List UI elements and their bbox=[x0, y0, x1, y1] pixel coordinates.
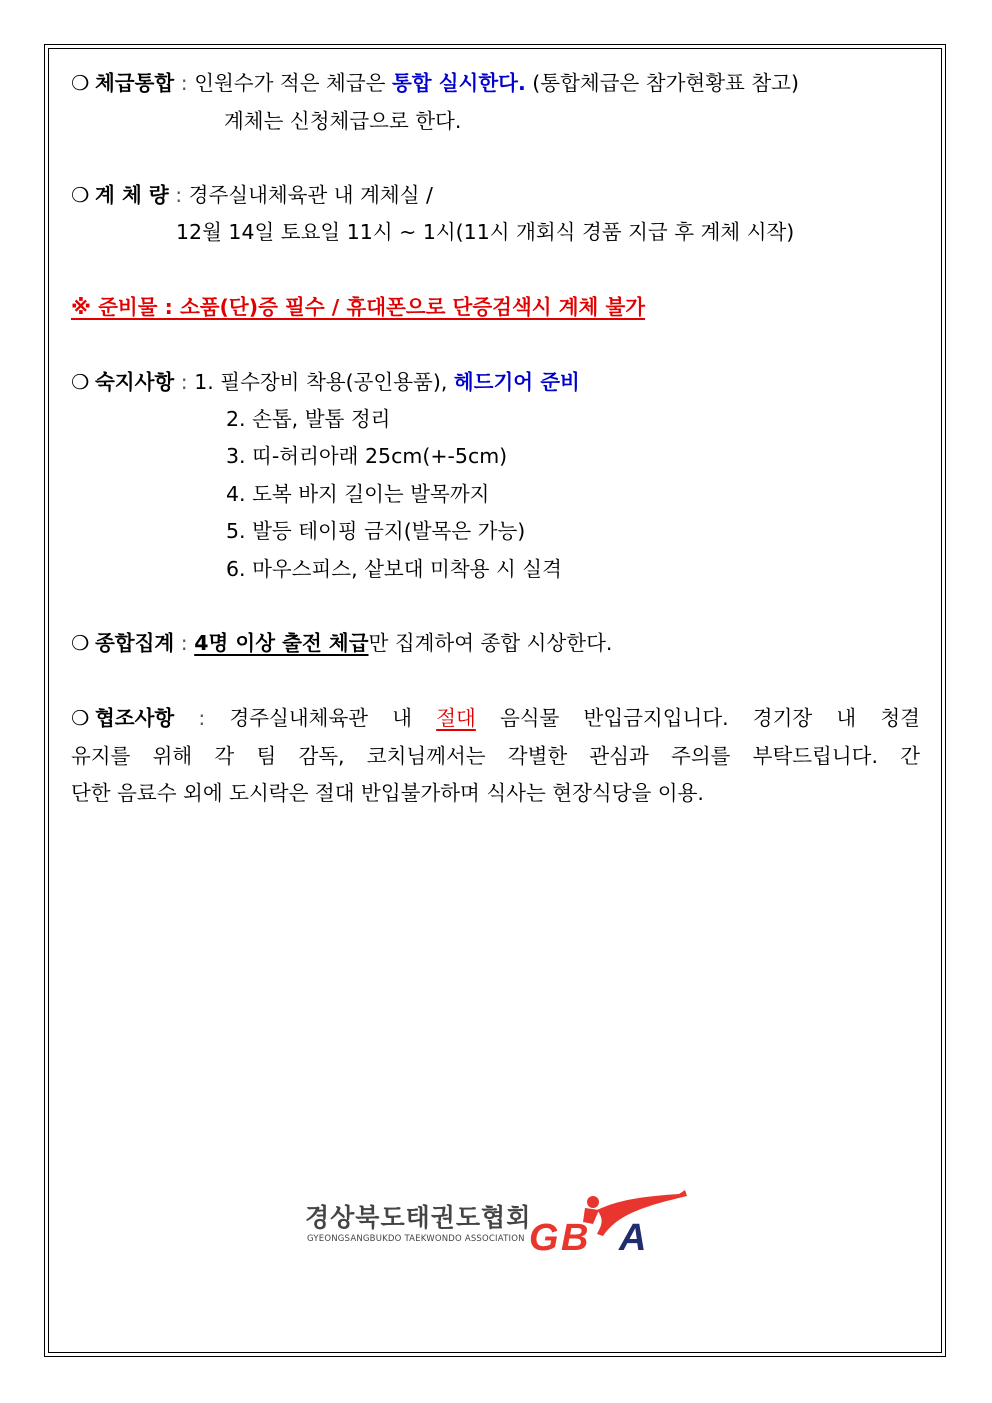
coop-highlight: 절대 bbox=[436, 706, 476, 730]
coop-text-2: 음식물 반입금지입니다. 경기장 내 청결 bbox=[499, 706, 920, 730]
separator: : bbox=[180, 71, 188, 95]
bullet-icon: ❍ bbox=[71, 183, 90, 207]
svg-text:G: G bbox=[529, 1217, 559, 1259]
weighin-line-2: 12월 14일 토요일 11시 ~ 1시(11시 개회식 경품 지급 후 계체 시작) bbox=[176, 220, 795, 244]
unify-line-1 bbox=[71, 69, 799, 97]
bullet-icon: ❍ bbox=[71, 71, 90, 95]
rules-item: 3. 띠-허리아래 25cm(+-5cm) bbox=[226, 444, 508, 468]
association-logo bbox=[305, 1190, 695, 1260]
bullet-icon: ❍ bbox=[71, 370, 90, 394]
rules-item: 4. 도복 바지 길이는 발목까지 bbox=[226, 482, 490, 506]
bullet-icon: ❍ bbox=[71, 631, 90, 655]
separator: : bbox=[198, 706, 206, 730]
rules-item: 2. 손톱, 발톱 정리 bbox=[226, 407, 391, 431]
separator: : bbox=[175, 183, 183, 207]
svg-text:A: A bbox=[619, 1217, 647, 1259]
svg-text:B: B bbox=[561, 1217, 589, 1259]
unify-label: 체급통합 bbox=[95, 71, 175, 95]
unify-note: (통합체급은 참가현황표 참고) bbox=[532, 71, 799, 95]
separator: : bbox=[180, 370, 188, 394]
rules-item: 5. 발등 테이핑 금지(발목은 가능) bbox=[226, 519, 526, 543]
coop-line-3: 단한 음료수 외에 도시락은 절대 반입불가하며 식사는 현장식당을 이용. bbox=[71, 781, 704, 805]
rules-item-1: 1. 필수장비 착용(공인용품), bbox=[194, 370, 448, 394]
rules-item: 6. 마우스피스, 샅보대 미착용 시 실격 bbox=[226, 557, 562, 581]
aggregate-text: 만 집계하여 종합 시상한다. bbox=[368, 631, 613, 655]
gbta-logo-mark-icon bbox=[527, 1190, 692, 1260]
aggregate-label: 종합집계 bbox=[95, 631, 175, 655]
coop-label: 협조사항 bbox=[95, 706, 175, 730]
weighin-text: 경주실내체육관 내 계체실 / bbox=[188, 183, 433, 207]
coop-line-1 bbox=[71, 704, 920, 732]
aggregate-line bbox=[71, 629, 612, 657]
logo-name-kr: 경상북도태권도협회 bbox=[305, 1203, 532, 1232]
aggregate-condition: 4명 이상 출전 체급 bbox=[194, 631, 369, 655]
unify-text: 인원수가 적은 체급은 bbox=[194, 71, 386, 95]
bullet-icon: ❍ bbox=[71, 706, 90, 730]
weighin-line-1 bbox=[71, 181, 433, 209]
unify-line-2: 계체는 신청체급으로 한다. bbox=[224, 109, 462, 133]
coop-line-2: 유지를 위해 각 팀 감독, 코치님께서는 각별한 관심과 주의를 부탁드립니다. 간 bbox=[71, 744, 920, 768]
rules-item-1-highlight: 헤드기어 준비 bbox=[453, 370, 580, 394]
rules-label: 숙지사항 bbox=[95, 370, 175, 394]
unify-highlight: 통합 실시한다. bbox=[392, 71, 526, 95]
coop-text: 경주실내체육관 내 bbox=[229, 706, 413, 730]
rules-line-1 bbox=[71, 368, 580, 396]
separator: : bbox=[180, 631, 188, 655]
logo-name-en: GYEONGSANGBUKDO TAEKWONDO ASSOCIATION bbox=[307, 1234, 525, 1244]
weighin-label: 계 체 량 bbox=[95, 183, 169, 207]
notice-required-items: ※ 준비물 : 소품(단)증 필수 / 휴대폰으로 단증검색시 계체 불가 bbox=[71, 295, 646, 319]
